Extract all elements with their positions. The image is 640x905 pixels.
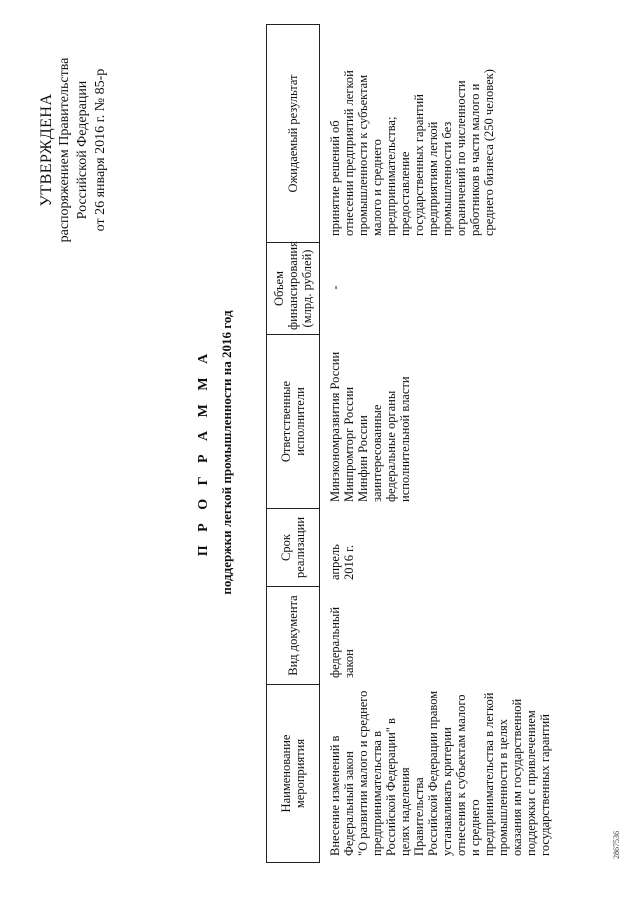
document-title [194, 0, 236, 905]
column-header-executors: Ответственные исполнители [267, 335, 320, 509]
document-number: 2867536 [612, 831, 621, 859]
cell-doc-type: федеральный закон [320, 587, 553, 685]
table-header-row [267, 25, 320, 863]
cell-event: Внесение изменений в Федеральный закон "О развитии малого и среднего предпринимательства в Российской Федерации" в целях наделения Правительства Российской Федерации правом устанавливать критерии отнесения к субъектам малого и среднего предпринимательства в легкой промышленности в целях оказания им государственной поддержки с привлечением государственных гарантий [320, 685, 553, 863]
column-header-doc-type: Вид документа [267, 587, 320, 685]
approval-stamp [38, 35, 110, 265]
program-table [266, 24, 552, 863]
approval-heading: УТВЕРЖДЕНА [38, 93, 55, 207]
title-main: П Р О Г Р А М М А [196, 348, 211, 557]
cell-term: апрель 2016 г. [320, 509, 553, 587]
column-header-event: Наименование мероприятия [267, 685, 320, 863]
column-header-result: Ожидаемый результат [267, 25, 320, 243]
approval-line: распоряжением Правительства [57, 57, 72, 243]
approval-date-line: от 26 января 2016 г. № 85-р [93, 68, 108, 232]
column-header-funding: Объем финансирования (млрд. рублей) [267, 243, 320, 335]
cell-result: принятие решений об отнесении предприятий легкой промышленности к субъектам малого и среднего предпринимательства; предоставление государственных гарантий предприятиям легкой промышленности без ограничений по численности работников в части малого и среднего бизнеса (250 человек) [320, 25, 553, 243]
cell-funding: - [320, 243, 553, 335]
approval-line: Российской Федерации [75, 80, 90, 220]
cell-executors: Минэкономразвития России Минпромторг России Минфин России заинтересованные федеральные органы исполнительной власти [320, 335, 553, 509]
table-row [320, 25, 553, 863]
column-header-term: Срок реализации [267, 509, 320, 587]
title-subtitle: поддержки легкой промышленности на 2016 год [219, 310, 234, 595]
